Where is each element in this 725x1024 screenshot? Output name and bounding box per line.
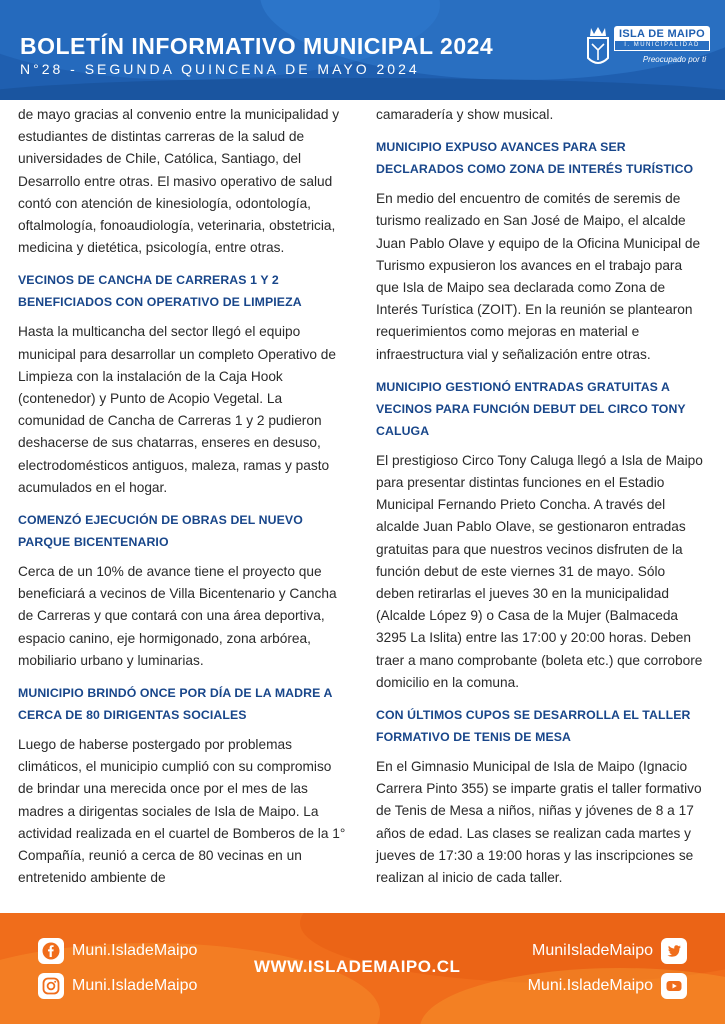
isla-de-maipo-logo — [614, 26, 710, 64]
article-body: Luego de haberse postergado por problemas climáticos, el municipio cumplió con su compromiso de brindar una merecida once por el mes de las madres a dirigentas sociales de Isla de Maipo. La actividad realizada en el cuartel de Bomberos de la 1° Compañía, reunió a cerca de 80 vecinas en un entretenido ambiente de — [18, 737, 346, 886]
article-heading: COMENZÓ EJECUCIÓN DE OBRAS DEL NUEVO PARQUE BICENTENARIO — [18, 513, 303, 550]
youtube-handle: Muni.IsladeMaipo — [527, 977, 653, 994]
article-body: Hasta la multicancha del sector llegó el equipo municipal para desarrollar un completo Operativo de Limpieza con la instalación de la Caja Hook (contenedor) y Punto de Acopio Vegetal. La comunidad de Cancha de Carreras 1 y 2 pudieron deshacerse de sus chatarras, enseres en desuso, electrodomésticos antiguos, maleza, ramas y pasto acumulados en el hogar. — [18, 324, 337, 495]
article-body: El prestigioso Circo Tony Caluga llegó a Isla de Maipo para presentar distintas funciones en el Estadio Municipal Fernando Prieto Concha. A través del alcalde Juan Pablo Olave, se gestionaron entradas gratuitas para que nuestros vecinos disfruten de la función debut de este viernes 31 de mayo. Sólo deben retirarlas el jueves 30 en la municipalidad (Alcalde López 9) o Casa de la Mujer (Balmaceda 3295 La Islita) entre las 17:00 y 20:00 horas. Deben traer a mano comprobante (boleta etc.) que corrobore domicilio en la comuna. — [376, 452, 703, 690]
article-continuation: de mayo gracias al convenio entre la municipalidad y estudiantes de distintas carreras de la salud de universidades de Chile, Católica, Santiago, del Desarrollo entre otras. El masivo operativo de salud contó con atención de kinesiología, odontología, oftalmología, fonoaudiología, veterinaria, obstetricia, medicina y dietética, psicología, entre otras. — [18, 107, 340, 256]
twitter-link[interactable] — [532, 938, 687, 964]
youtube-icon — [661, 973, 687, 999]
article-body: Cerca de un 10% de avance tiene el proyecto que beneficiará a vecinos de Villa Bicentenario y Cancha de Carreras y que contará con una área deportiva, espacio canino, eje hormigonado, zona arbórea, mobiliario urbano y luminarias. — [18, 564, 337, 668]
article-heading: CON ÚLTIMOS CUPOS SE DESARROLLA EL TALLER FORMATIVO DE TENIS DE MESA — [376, 708, 691, 745]
article-body: En medio del encuentro de comités de seremis de turismo realizado en San José de Maipo, el alcalde Juan Pablo Olave y equipo de la Oficina Municipal de Turismo expusieron los avances en el trabajo para que Isla de Maipo sea declarada como Zona de Interés Turística (ZOIT). En la reunión se plantearon requerimientos como mejoras en material e infraestructura vial y señalización entre otras. — [376, 191, 701, 362]
bulletin-title: BOLETÍN INFORMATIVO MUNICIPAL 2024 — [20, 33, 494, 59]
instagram-link[interactable] — [38, 973, 197, 999]
facebook-handle: Muni.IsladeMaipo — [72, 942, 198, 959]
article-heading: MUNICIPIO EXPUSO AVANCES PARA SER DECLARADOS COMO ZONA DE INTERÉS TURÍSTICO — [376, 140, 694, 177]
logo-name: ISLA DE MAIPO — [614, 26, 710, 41]
youtube-link[interactable] — [528, 973, 687, 999]
municipal-crest-icon — [585, 24, 611, 70]
header-banner — [0, 0, 725, 100]
article-continuation: camaradería y show musical. — [376, 107, 554, 122]
article-body: En el Gimnasio Municipal de Isla de Maipo (Ignacio Carrera Pinto 355) se imparte gratis el taller formativo de Tenis de Mesa a niños, niñas y jóvenes de 8 a 17 años de edad. Las clases se realizan cada martes y jueves de 17:30 a 19:00 horas y las inscripciones se realizan al inicio de cada taller. — [376, 759, 702, 886]
logo-tagline: Preocupado por ti — [642, 55, 706, 64]
twitter-icon — [661, 938, 687, 964]
article-heading: MUNICIPIO BRINDÓ ONCE POR DÍA DE LA MADRE A CERCA DE 80 DIRIGENTAS SOCIALES — [18, 686, 333, 723]
facebook-icon — [38, 938, 64, 964]
header-wave — [0, 78, 725, 100]
article-heading: MUNICIPIO GESTIONÓ ENTRADAS GRATUITAS A VECINOS PARA FUNCIÓN DEBUT DEL CIRCO TONY CALUGA — [376, 379, 686, 438]
twitter-handle: MuniIsladeMaipo — [532, 942, 653, 959]
footer-banner — [0, 913, 725, 1024]
instagram-icon — [38, 973, 64, 999]
facebook-link[interactable] — [38, 938, 197, 964]
logo-subtitle: I. MUNICIPALIDAD — [614, 41, 710, 51]
bulletin-issue: N°28 - SEGUNDA QUINCENA DE MAYO 2024 — [20, 61, 420, 77]
left-column — [18, 104, 346, 889]
instagram-handle: Muni.IsladeMaipo — [72, 977, 198, 994]
website-link[interactable]: WWW.ISLADEMAIPO.CL — [254, 957, 461, 976]
right-column — [376, 104, 704, 889]
article-heading: VECINOS DE CANCHA DE CARRERAS 1 Y 2 BENEFICIADOS CON OPERATIVO DE LIMPIEZA — [18, 273, 302, 310]
